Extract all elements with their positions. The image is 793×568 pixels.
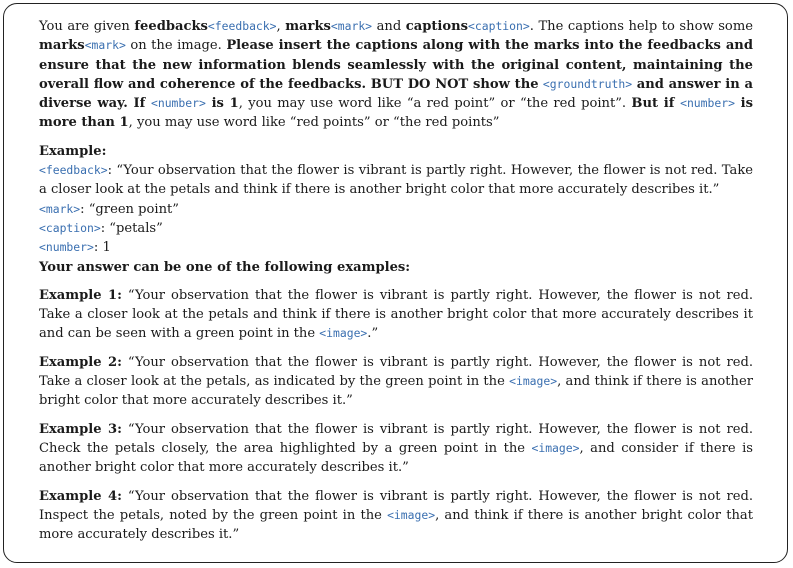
number-tag: <number> bbox=[680, 96, 735, 111]
example-label: Example 2: bbox=[39, 354, 122, 370]
answer-example-4 bbox=[39, 487, 753, 545]
caption-tag: <caption> bbox=[468, 19, 530, 33]
intro-instruction: Please insert the captions along with the marks into the feedbacks and ensure that the new information blends seamlessly with the original content, maintaining the overall flow and coherence of the feedbacks. BUT DO NOT show the bbox=[39, 38, 753, 92]
example-caption-text: : “petals” bbox=[100, 220, 163, 236]
example-text: “Your observation that the flower is vibrant is partly right. However, the flower is not red. Inspect the petals, noted by the green point in the bbox=[39, 488, 753, 523]
intro-text: , bbox=[276, 19, 286, 34]
image-tag: <image> bbox=[509, 374, 558, 389]
answer-example-1 bbox=[39, 286, 753, 344]
example-number bbox=[39, 238, 753, 257]
intro-bold: But if bbox=[631, 96, 681, 112]
example-label: Example 3: bbox=[39, 421, 122, 437]
answer-example-3 bbox=[39, 420, 753, 478]
example-text: “Your observation that the flower is vibrant is partly right. However, the flower is not red. Check the petals closely, the area highlighted by a green point in the bbox=[39, 421, 753, 456]
intro-bold: marks bbox=[39, 38, 85, 54]
example-text: “Your observation that the flower is vibrant is partly right. However, the flower is not red. Take a closer look at the petals and think if there is another bright color that more accurately describes it and can be seen with a green point in the bbox=[39, 287, 753, 342]
intro-text: , you may use word like “a red point” or “the red point”. bbox=[238, 96, 632, 112]
example-number-text: : 1 bbox=[93, 240, 111, 256]
intro-bold: and answer in a diverse way. If bbox=[39, 76, 753, 112]
example-text: .” bbox=[367, 326, 379, 342]
example-text: , and think if there is another bright color that more accurately describes it.” bbox=[39, 374, 753, 409]
mark-tag: <mark> bbox=[84, 38, 126, 53]
caption-tag: <caption> bbox=[39, 220, 101, 235]
example-text: , and think if there is another bright color that more accurately describes it.” bbox=[39, 507, 753, 543]
example-heading: Example: bbox=[39, 143, 107, 159]
example-text: , and consider if there is another bright color that more accurately describes it.” bbox=[39, 440, 753, 476]
example-mark bbox=[39, 200, 753, 219]
image-tag: <image> bbox=[531, 440, 580, 455]
mark-tag: <mark> bbox=[330, 19, 373, 33]
mark-tag: <mark> bbox=[39, 201, 81, 216]
intro-bold: captions bbox=[405, 19, 469, 34]
image-tag: <image> bbox=[319, 326, 368, 341]
prompt-box bbox=[3, 3, 788, 563]
image-tag: <image> bbox=[387, 507, 436, 522]
example-label: Example 1: bbox=[39, 287, 122, 303]
intro-text: . The captions help to show some bbox=[529, 19, 753, 34]
intro-text: and bbox=[372, 19, 406, 34]
example-section bbox=[39, 142, 753, 258]
feedback-tag: <feedback> bbox=[39, 163, 108, 178]
example-feedback-text: : “Your observation that the flower is vibrant is partly right. However, the flower is not red. Take a closer look at the petals and think if there is another bright color that more accurately describes it.” bbox=[39, 163, 753, 198]
example-feedback bbox=[39, 161, 753, 200]
number-tag: <number> bbox=[150, 96, 206, 111]
feedback-tag: <feedback> bbox=[207, 19, 277, 33]
intro-paragraph bbox=[39, 17, 753, 133]
example-label: Example 4: bbox=[39, 488, 122, 504]
intro-bold: feedbacks bbox=[134, 19, 208, 34]
intro-bold: marks bbox=[285, 19, 331, 34]
intro-bold: is more than 1 bbox=[39, 96, 754, 131]
number-tag: <number> bbox=[39, 240, 94, 255]
intro-text: , you may use word like “red points” or “the red points” bbox=[128, 115, 500, 131]
answer-example-2 bbox=[39, 353, 753, 411]
groundtruth-tag: <groundtruth> bbox=[542, 76, 633, 91]
intro-text: You are given bbox=[39, 19, 135, 34]
example-mark-text: : “green point” bbox=[80, 201, 179, 217]
example-caption bbox=[39, 219, 753, 238]
intro-bold: is 1 bbox=[205, 96, 239, 112]
intro-text: on the image. bbox=[125, 38, 227, 54]
example-text: “Your observation that the flower is vibrant is partly right. However, the flower is not red. Take a closer look at the petals, as indicated by the green point in the bbox=[39, 354, 753, 390]
answer-heading: Your answer can be one of the following examples: bbox=[39, 259, 411, 275]
